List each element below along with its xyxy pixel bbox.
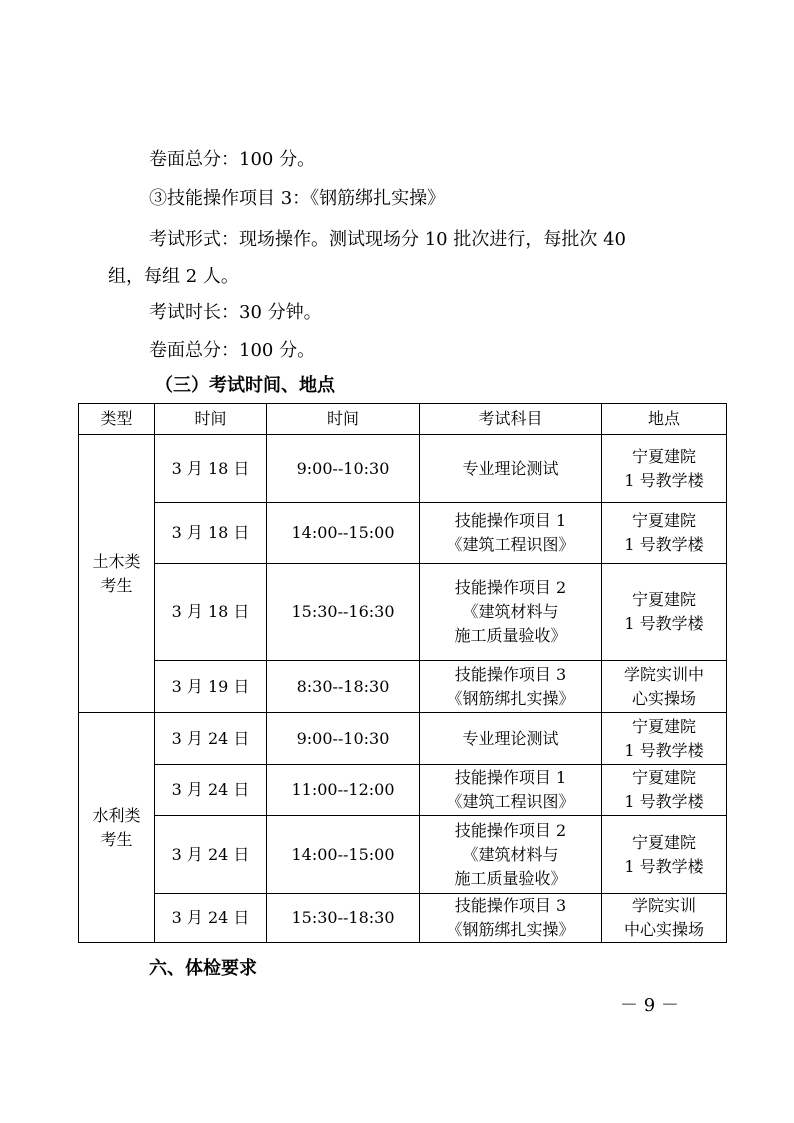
time-cell: 14:00--15:00 [267, 503, 420, 564]
place-line: 中心实操场 [623, 920, 704, 939]
date-cell: 3 月 18 日 [155, 564, 267, 661]
time-cell: 9:00--10:30 [267, 713, 420, 765]
table-row [79, 765, 727, 816]
section-heading-exam-time-place: （三）考试时间、地点 [155, 375, 335, 396]
page-number: － 9 － [620, 995, 679, 1016]
place-cell [602, 661, 727, 713]
place-line: 宁夏建院 [631, 716, 696, 736]
date-cell: 3 月 24 日 [155, 713, 267, 765]
place-line: 宁夏建院 [631, 590, 696, 609]
date-cell: 3 月 19 日 [155, 661, 267, 713]
header-place: 地点 [602, 404, 727, 435]
place-line: 1 号教学楼 [624, 856, 704, 876]
time-cell: 11:00--12:00 [267, 765, 420, 816]
place-cell [602, 894, 727, 943]
date-cell: 3 月 24 日 [155, 765, 267, 816]
subject-cell [420, 765, 602, 816]
table-row [79, 713, 727, 765]
date-cell: 3 月 24 日 [155, 816, 267, 894]
place-line: 宁夏建院 [631, 446, 696, 466]
type-line: 考生 [100, 575, 133, 595]
table-row [79, 564, 727, 661]
subject-line: 技能操作项目 1 [454, 511, 567, 530]
subject-line: 技能操作项目 3 [454, 664, 567, 684]
time-cell: 15:30--16:30 [267, 564, 420, 661]
place-cell [602, 435, 727, 503]
table-header-row [79, 404, 727, 435]
place-cell [602, 564, 727, 661]
time-cell: 14:00--15:00 [267, 816, 420, 894]
time-cell: 15:30--18:30 [267, 894, 420, 943]
header-type: 类型 [79, 404, 155, 435]
paragraph-exam-duration: 考试时长：30 分钟。 [149, 302, 322, 323]
table-row [79, 894, 727, 943]
exam-schedule-table [78, 403, 727, 943]
date-cell: 3 月 24 日 [155, 894, 267, 943]
paragraph-exam-format-cont: 组，每组 2 人。 [108, 266, 239, 287]
paragraph-total-score-1: 卷面总分：100 分。 [149, 149, 316, 170]
section-heading-medical-exam: 六、体检要求 [149, 958, 257, 979]
place-line: 1 号教学楼 [624, 470, 704, 490]
subject-line: 技能操作项目 2 [454, 820, 567, 840]
subject-cell [420, 564, 602, 661]
time-cell: 8:30--18:30 [267, 661, 420, 713]
subject-cell [420, 713, 602, 765]
type-cell-civil [79, 435, 155, 713]
table-row [79, 816, 727, 894]
place-line: 1 号教学楼 [624, 535, 704, 554]
subject-line: 《建筑工程识图》 [446, 535, 575, 554]
type-line: 考生 [100, 829, 133, 849]
paragraph-skill-item-3: ③技能操作项目 3：《钢筋绑扎实操》 [149, 188, 446, 209]
type-line: 土木类 [92, 551, 141, 571]
place-line: 学院实训 [631, 896, 696, 915]
subject-line: 施工质量验收》 [454, 868, 567, 888]
type-line: 水利类 [92, 805, 141, 825]
subject-cell [420, 894, 602, 943]
place-line: 宁夏建院 [631, 768, 696, 787]
subject-line: 专业理论测试 [462, 728, 559, 748]
place-line: 1 号教学楼 [624, 792, 704, 811]
date-cell: 3 月 18 日 [155, 503, 267, 564]
place-cell [602, 816, 727, 894]
subject-line: 技能操作项目 1 [454, 768, 567, 787]
table-row [79, 435, 727, 503]
paragraph-exam-format: 考试形式：现场操作。测试现场分 10 批次进行，每批次 40 [149, 229, 626, 250]
header-date: 时间 [155, 404, 267, 435]
table-row [79, 503, 727, 564]
subject-cell [420, 435, 602, 503]
table-row [79, 661, 727, 713]
header-time: 时间 [267, 404, 420, 435]
subject-cell [420, 503, 602, 564]
subject-line: 《钢筋绑扎实操》 [446, 688, 575, 708]
place-line: 学院实训中 [623, 664, 704, 684]
time-cell: 9:00--10:30 [267, 435, 420, 503]
date-cell: 3 月 18 日 [155, 435, 267, 503]
place-line: 1 号教学楼 [624, 614, 704, 633]
place-line: 心实操场 [631, 688, 696, 708]
subject-line: 《钢筋绑扎实操》 [446, 920, 575, 939]
place-cell [602, 713, 727, 765]
subject-line: 《建筑材料与 [462, 844, 559, 864]
place-cell [602, 765, 727, 816]
subject-cell [420, 661, 602, 713]
place-line: 宁夏建院 [631, 511, 696, 530]
subject-line: 专业理论测试 [462, 458, 559, 478]
subject-line: 技能操作项目 3 [454, 896, 567, 915]
place-line: 1 号教学楼 [624, 740, 704, 760]
subject-line: 技能操作项目 2 [454, 578, 567, 597]
subject-cell [420, 816, 602, 894]
subject-line: 《建筑工程识图》 [446, 792, 575, 811]
place-line: 宁夏建院 [631, 832, 696, 852]
header-subject: 考试科目 [420, 404, 602, 435]
subject-line: 施工质量验收》 [454, 626, 567, 645]
paragraph-total-score-2: 卷面总分：100 分。 [149, 340, 316, 361]
place-cell [602, 503, 727, 564]
subject-line: 《建筑材料与 [462, 602, 559, 621]
type-cell-water [79, 713, 155, 943]
